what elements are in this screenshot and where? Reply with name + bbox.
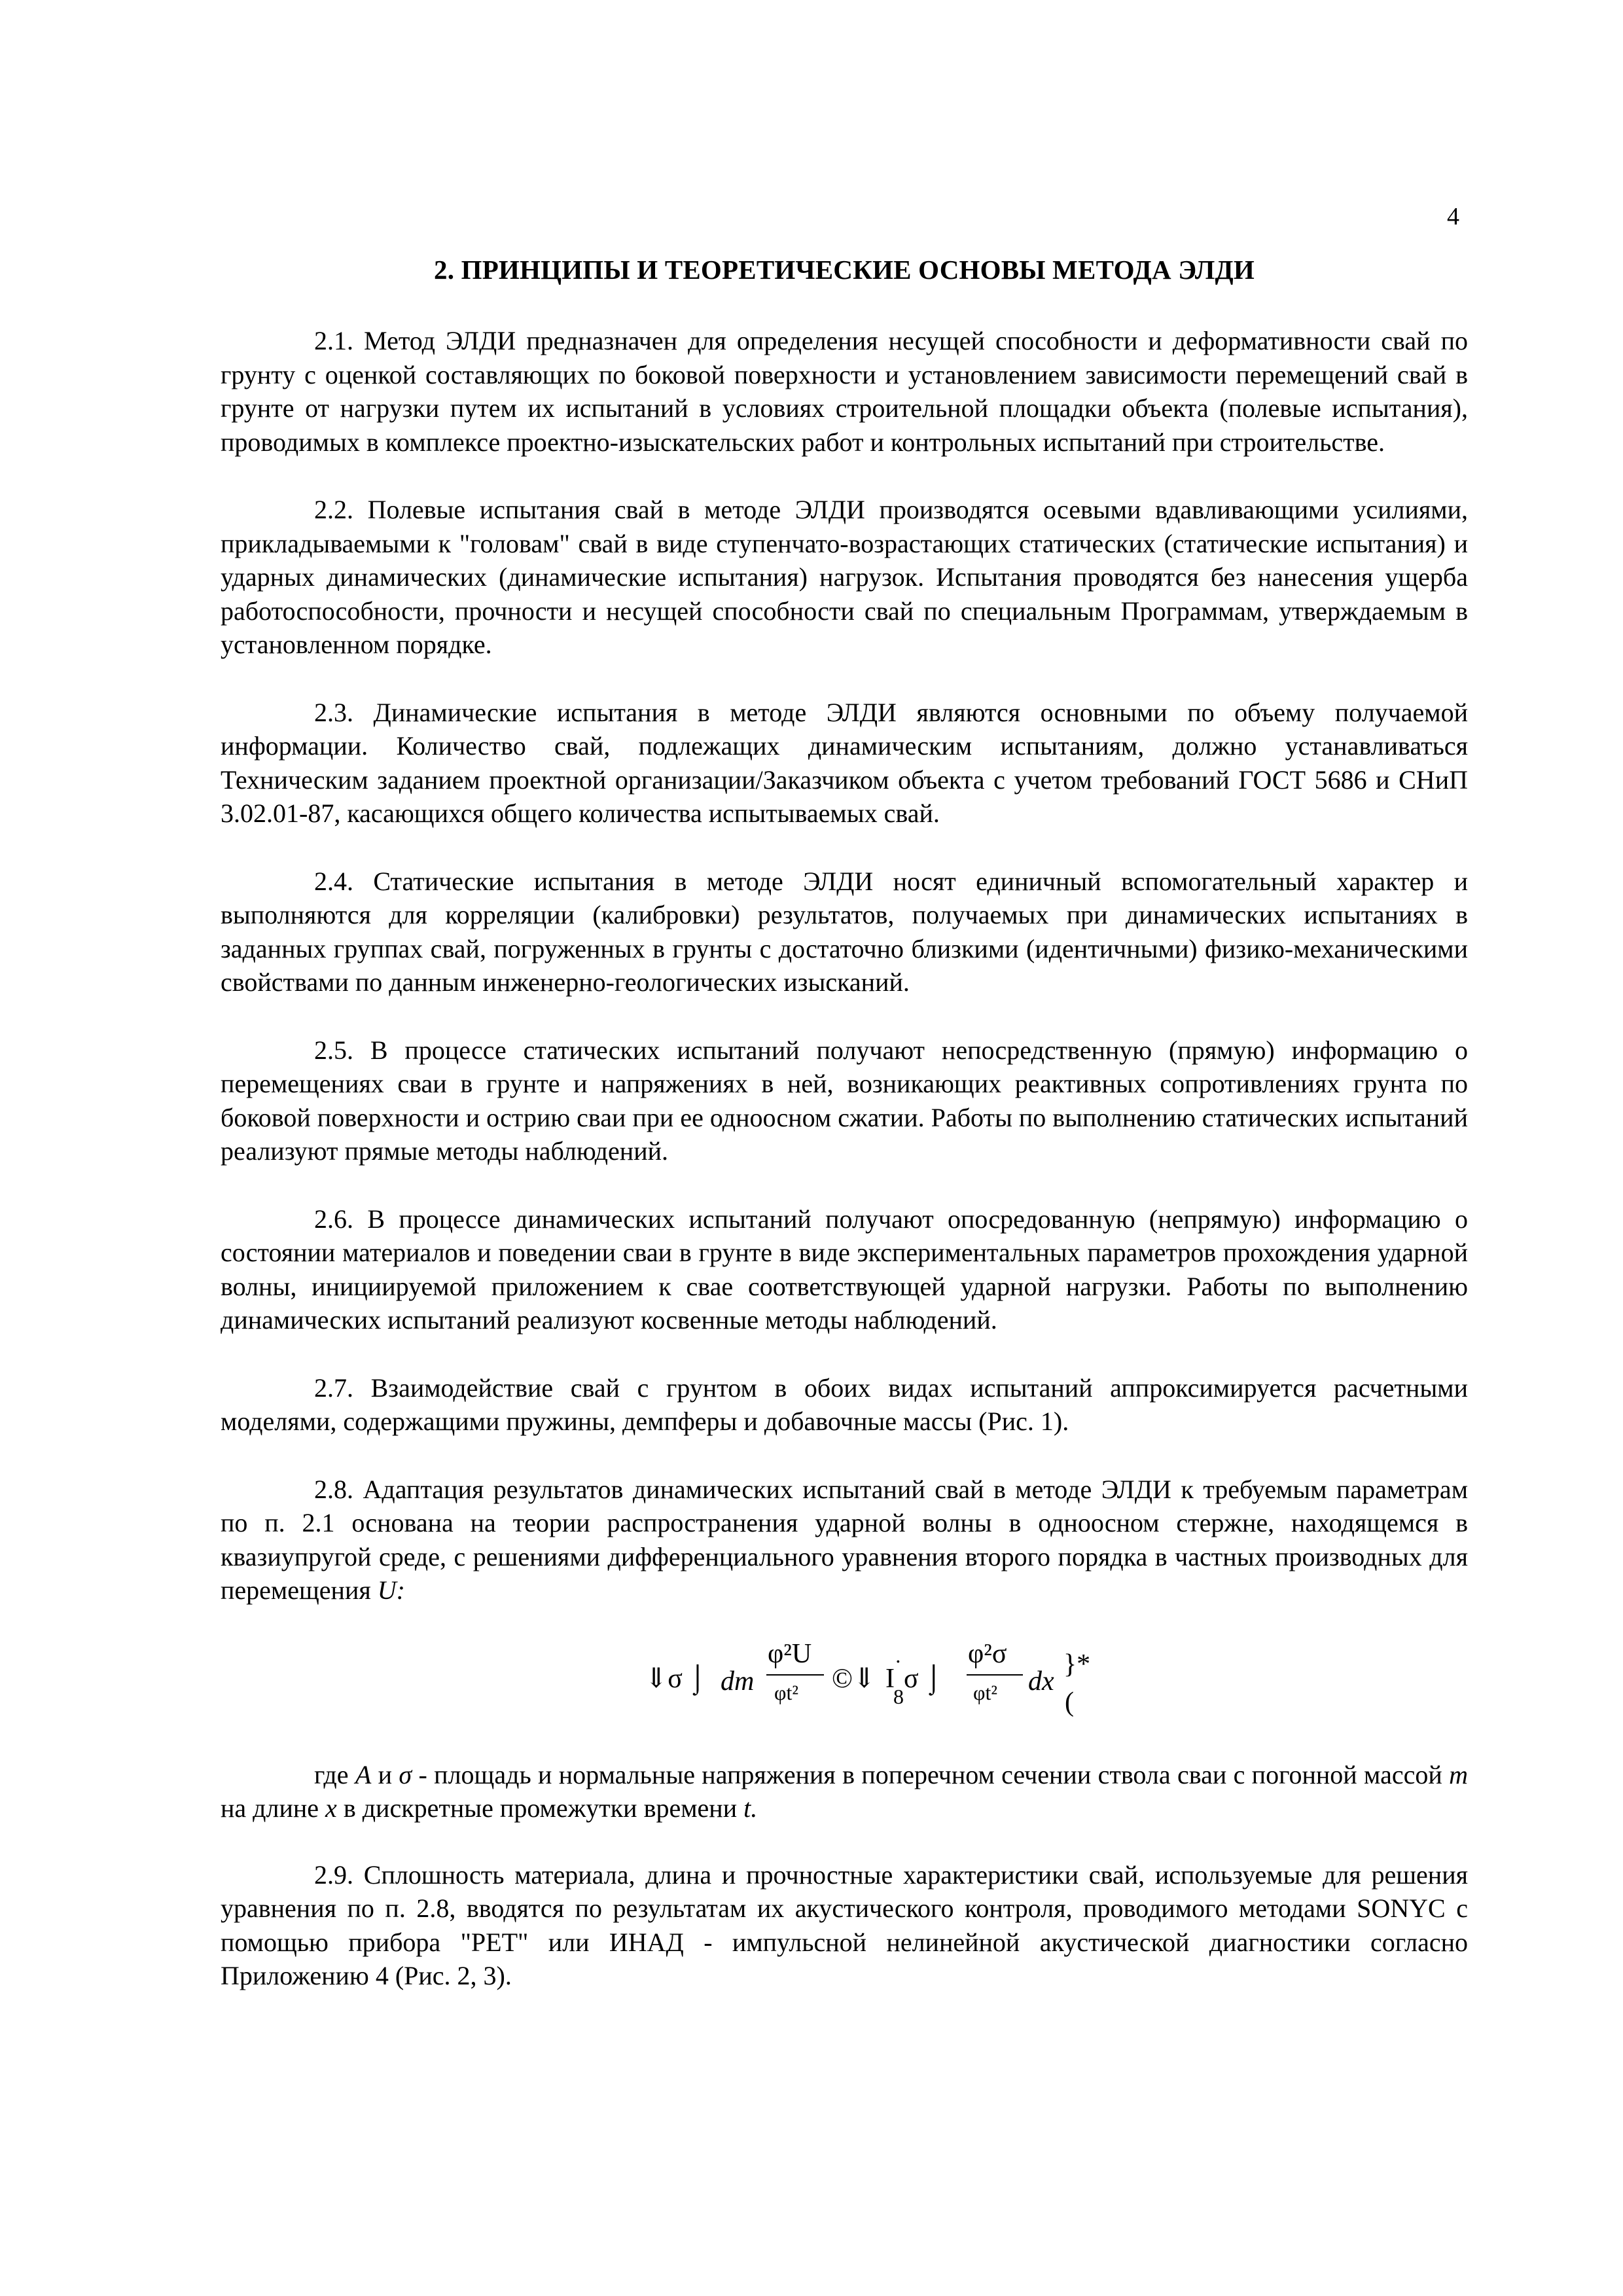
- formula-part-5: 8: [893, 1684, 904, 1708]
- formula-fraction-bar-2: [967, 1674, 1023, 1676]
- explanation-text-2: и: [371, 1759, 399, 1789]
- paragraph-2-7: 2.7. Взаимодействие свай с грунтом в обоих видах испытаний аппроксимируется расчетными моделями, содержащими пружины, демпферы и добавочные массы (Рис. 1).: [221, 1372, 1468, 1437]
- document-body: [221, 254, 1468, 2027]
- formula-part-1: ⇓σ ⌡: [645, 1663, 706, 1694]
- paragraph-2-1: 2.1. Метод ЭЛДИ предназначен для определения несущей способности и деформативности свай по грунту с оценкой составляющих по боковой поверхности и установлением зависимости перемещений свай в грунте от нагрузки путем их испытаний в условиях строительной площадки объекта (полевые испытания), проводимых в комплексе проектно-изыскательских работ и контрольных испытаний при строительстве.: [221, 326, 1468, 457]
- explanation-var-t: t.: [743, 1793, 758, 1823]
- explanation-var-x: x: [325, 1793, 337, 1823]
- formula-numerator-2: φ²σ: [968, 1638, 1007, 1669]
- wave-equation: [221, 1632, 1468, 1731]
- formula-part-6: σ ⌡: [904, 1663, 942, 1694]
- page-number: 4: [1447, 203, 1459, 230]
- formula-dot: ·: [895, 1649, 902, 1673]
- wave-equation-body: [645, 1632, 1090, 1731]
- paragraph-2-8: [221, 1473, 1468, 1607]
- section-heading: 2. ПРИНЦИПЫ И ТЕОРЕТИЧЕСКИЕ ОСНОВЫ МЕТОДА ЭЛДИ: [434, 255, 1255, 285]
- paragraph-2-8-variable: U:: [377, 1575, 405, 1605]
- formula-part-8: }*: [1063, 1649, 1091, 1679]
- formula-fraction-bar-1: [766, 1674, 824, 1676]
- formula-explanation: [221, 1758, 1468, 1825]
- formula-part-2: dm: [721, 1666, 755, 1696]
- formula-part-4: I: [885, 1663, 895, 1694]
- explanation-text-1: где: [314, 1759, 355, 1789]
- explanation-text-5: в дискретные промежутки времени: [336, 1793, 744, 1823]
- formula-part-9: (: [1065, 1687, 1074, 1717]
- formula-numerator-1: φ²U: [768, 1638, 812, 1669]
- paragraph-2-8-text: 2.8. Адаптация результатов динамических испытаний свай в методе ЭЛДИ к требуемым параметрам по п. 2.1 основана на теории распространения ударной волны в одноосном стержне, находящемся в квазиупругой среде, с решениями дифференциального уравнения второго порядка в частных производных для перемещения: [221, 1474, 1468, 1605]
- paragraph-2-3: 2.3. Динамические испытания в методе ЭЛДИ являются основными по объему получаемой информации. Количество свай, подлежащих динамическим испытаниям, должно устанавливаться Техническим заданием проектной организации/Заказчиком объекта с учетом требований ГОСТ 5686 и СНиП 3.02.01-87, касающихся общего количества испытываемых свай.: [221, 697, 1468, 829]
- paragraph-2-2: 2.2. Полевые испытания свай в методе ЭЛДИ производятся осевыми вдавливающими усилиями, прикладываемыми к "головам" свай в виде ступенчато-возрастающих статических (статические испытания) и ударных динамических (динамические испытания) нагрузок. Испытания проводятся без нанесения ущерба работоспособности, прочности и несущей способности свай по специальным Программам, утверждаемым в установленном порядке.: [221, 495, 1468, 660]
- explanation-text-3: - площадь и нормальные напряжения в поперечном сечении ствола сваи с погонной массой: [412, 1759, 1450, 1789]
- paragraph-2-4: 2.4. Статические испытания в методе ЭЛДИ носят единичный вспомогательный характер и выполняются для корреляции (калибровки) результатов, получаемых при динамических испытаниях в заданных группах свай, погруженных в грунты с достаточно близкими (идентичными) физико-механическими свойствами по данным инженерно-геологических изысканий.: [221, 866, 1468, 997]
- explanation-var-m: m: [1449, 1759, 1469, 1789]
- formula-denominator-1: φt²: [774, 1680, 798, 1704]
- explanation-var-sigma: σ: [399, 1759, 412, 1789]
- explanation-var-a: A: [355, 1759, 372, 1789]
- paragraph-2-5: 2.5. В процессе статических испытаний получают непосредственную (прямую) информацию о перемещениях сваи в грунте и напряжениях в ней, возникающих реактивных сопротивлениях грунта по боковой поверхности и острию сваи при ее одноосном сжатии. Работы по выполнению статических испытаний реализуют прямые методы наблюдений.: [221, 1035, 1468, 1166]
- paragraph-2-9: 2.9. Сплошность материала, длина и прочностные характеристики свай, используемые для решения уравнения по п. 2.8, вводятся по результатам их акустического контроля, проводимого методами SONYC с помощью прибора "PET" или ИНАД - импульсной нелинейной акустической диагностики согласно Приложению 4 (Рис. 2, 3).: [221, 1859, 1468, 1991]
- formula-part-3: ©⇓: [832, 1663, 876, 1694]
- formula-denominator-2: φt²: [973, 1680, 997, 1704]
- explanation-text-4: на длине: [221, 1793, 326, 1823]
- paragraph-2-6: 2.6. В процессе динамических испытаний получают опосредованную (непрямую) информацию о состоянии материалов и поведении сваи в грунте в виде экспериментальных параметров прохождения ударной волны, инициируемой приложением к свае соответствующей ударной нагрузки. Работы по выполнению динамических испытаний реализуют косвенные методы наблюдений.: [221, 1204, 1468, 1335]
- formula-part-7: dx: [1028, 1666, 1054, 1696]
